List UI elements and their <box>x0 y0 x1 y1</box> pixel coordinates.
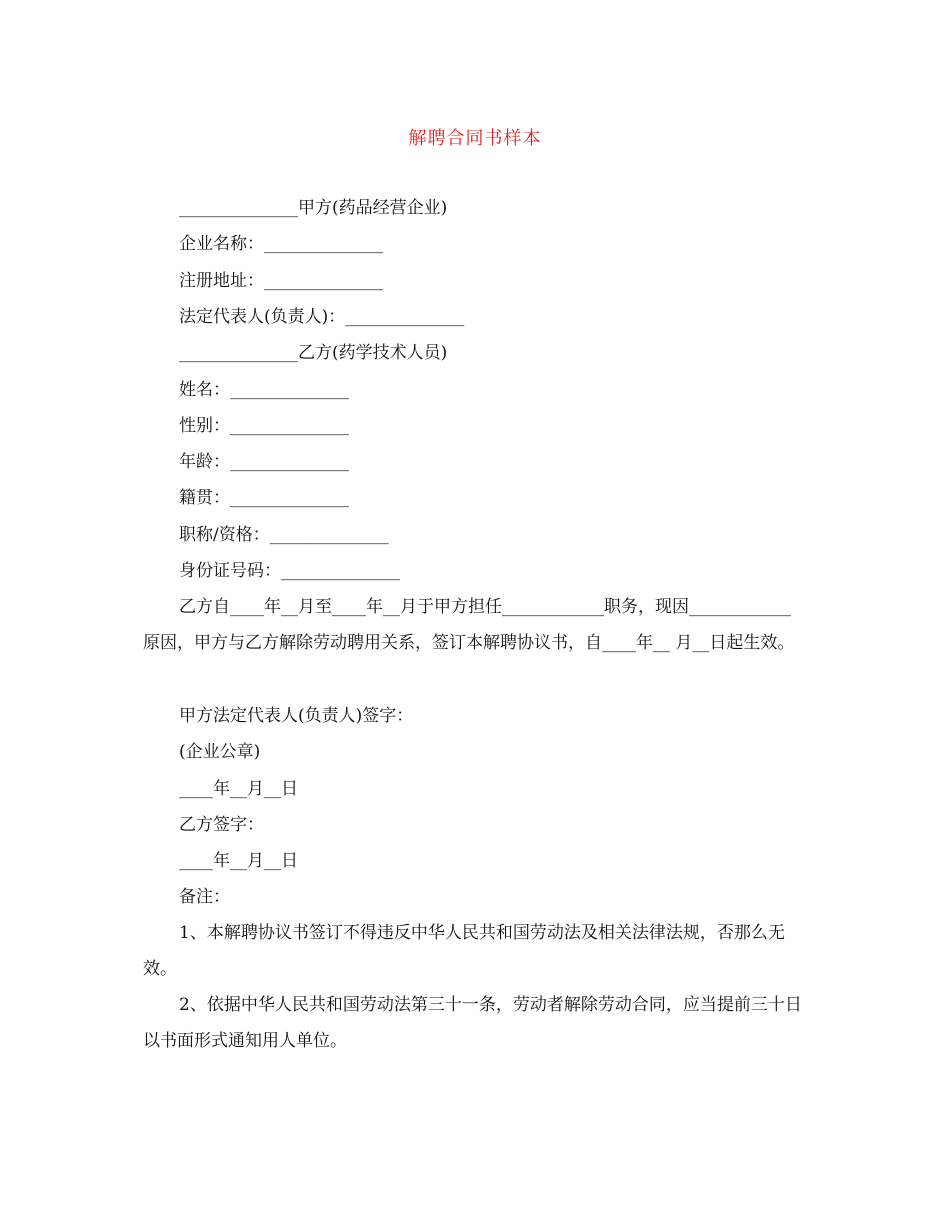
age-field: 年龄：______________ <box>179 452 349 472</box>
party-a-signature-label: 甲方法定代表人(负责人)签字： <box>179 706 414 726</box>
name-field: 姓名：______________ <box>179 380 349 400</box>
party-a-header: ______________甲方(药品经营企业) <box>179 198 448 218</box>
company-name-field: 企业名称：______________ <box>179 234 383 254</box>
company-seal-label: (企业公章) <box>179 742 261 762</box>
notes-label: 备注： <box>179 887 230 907</box>
note-2 <box>143 987 803 1059</box>
id-number-field: 身份证号码：______________ <box>179 561 400 581</box>
registered-address-field: 注册地址：______________ <box>179 271 383 291</box>
note-1-text: 1、本解聘协议书签订不得违反中华人民共和国劳动法及相关法律法规，否那么无效。 <box>143 923 785 979</box>
main-clause-text: 乙方自____年__月至____年__月于甲方担任____________职务，现因____________原因，甲方与乙方解除劳动聘用关系，签订本解聘协议书，自____年__ 月__日起生效。 <box>143 597 795 653</box>
legal-representative-field: 法定代表人(负责人)：______________ <box>179 307 465 327</box>
party-b-signature-label: 乙方签字： <box>179 815 264 835</box>
document-title: 解聘合同书样本 <box>408 128 542 149</box>
note-1 <box>143 915 803 987</box>
party-a-date: ____年__月__日 <box>179 779 298 799</box>
native-place-field: 籍贯：______________ <box>179 488 349 508</box>
main-clause <box>143 589 803 661</box>
note-2-text: 2、依据中华人民共和国劳动法第三十一条，劳动者解除劳动合同，应当提前三十日以书面形式通知用人单位。 <box>143 995 802 1051</box>
gender-field: 性别：______________ <box>179 416 349 436</box>
party-b-header: ______________乙方(药学技术人员) <box>179 343 448 363</box>
party-b-date: ____年__月__日 <box>179 851 298 871</box>
title-qualification-field: 职称/资格：______________ <box>179 525 389 545</box>
